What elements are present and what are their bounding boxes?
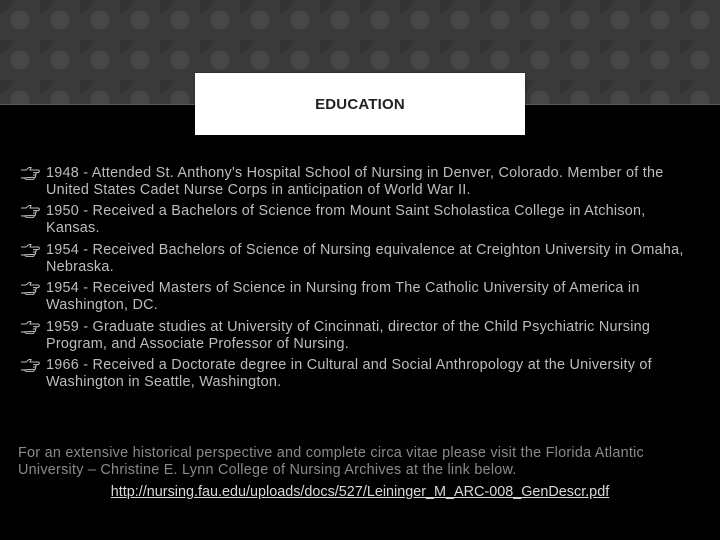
archive-link[interactable]: http://nursing.fau.edu/uploads/docs/527/Leininger_M_ARC-008_GenDescr.pdf (110, 484, 610, 500)
slide-title: EDUCATION (315, 95, 405, 113)
list-item (20, 165, 700, 199)
list-item (20, 357, 700, 391)
list-item-text: 1948 - Attended St. Anthony's Hospital School of Nursing in Denver, Colorado. Member of the United States Cadet Nurse Corps in anticipation of World War II. (46, 165, 664, 198)
list-item-text: 1950 - Received a Bachelors of Science from Mount Saint Scholastica College in Atchison, Kansas. (46, 203, 646, 237)
right-pointing-hand-icon (20, 204, 40, 218)
list-item-text: 1954 - Received Bachelors of Science of Nursing equivalence at Creighton University in Omaha, Nebraska. (46, 241, 684, 275)
list-item (20, 242, 700, 276)
right-pointing-hand-icon (20, 358, 40, 372)
education-list (20, 165, 700, 395)
right-pointing-hand-icon (20, 166, 40, 180)
right-pointing-hand-icon (20, 281, 40, 295)
right-pointing-hand-icon (20, 243, 40, 257)
right-pointing-hand-icon (20, 320, 40, 334)
list-item (20, 319, 700, 353)
list-item (20, 203, 700, 237)
list-item-text: 1954 - Received Masters of Science in Nursing from The Catholic University of America in Washington, DC. (46, 280, 640, 314)
list-item (20, 280, 700, 314)
footer-text: For an extensive historical perspective and complete circa vitae please visit the Florida Atlantic University – Christine E. Lynn College of Nursing Archives at the link below. (18, 445, 644, 478)
list-item-text: 1959 - Graduate studies at University of Cincinnati, director of the Child Psychiatric Nursing Program, and Associate Professor of Nursing. (46, 318, 651, 352)
title-box (195, 73, 525, 135)
list-item-text: 1966 - Received a Doctorate degree in Cultural and Social Anthropology at the University of Washington in Seattle, Washington. (46, 356, 652, 390)
